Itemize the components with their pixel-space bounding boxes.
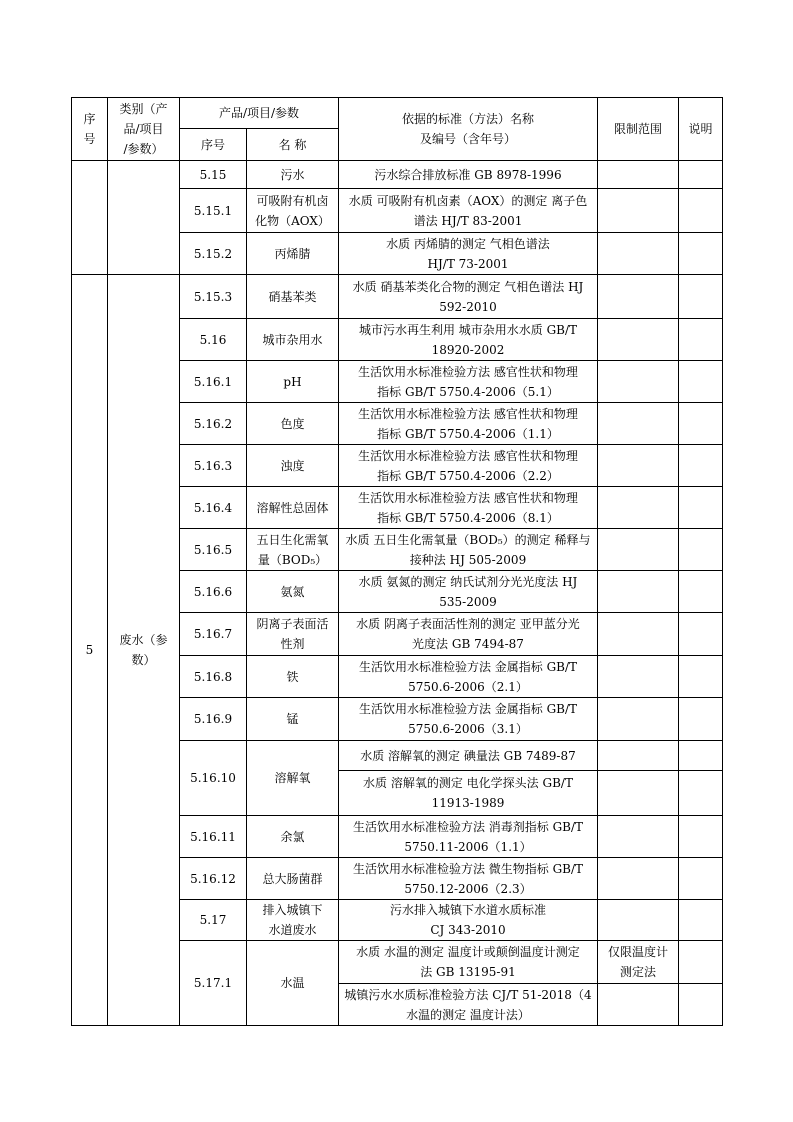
item-note [679, 319, 723, 361]
item-standard [339, 275, 598, 319]
item-standard [339, 361, 598, 403]
item-standard [339, 189, 598, 233]
item-note [679, 816, 723, 858]
item-limit [598, 233, 679, 275]
table-row [72, 275, 723, 319]
item-number: 5.16.6 [180, 571, 247, 613]
item-limit [598, 613, 679, 656]
header-category [108, 98, 180, 161]
header-limit: 限制范围 [598, 98, 679, 161]
item-name-line: 水温 [280, 976, 305, 990]
item-standard-line: 城市污水再生利用 城市杂用水水质 GB/T [358, 322, 578, 337]
standards-table [71, 97, 723, 1026]
item-standard-line: 生活饮用水标准检验方法 感官性状和物理 [358, 490, 578, 505]
item-number: 5.16.12 [180, 858, 247, 900]
item-name [247, 698, 339, 741]
item-name [247, 487, 339, 529]
item-standard [339, 771, 598, 816]
item-limit [598, 445, 679, 487]
item-name-line: 阴离子表面活 [256, 617, 329, 631]
item-standard-line: 水质 氨氮的测定 纳氏试剂分光光度法 HJ [358, 574, 578, 589]
item-number: 5.16.7 [180, 613, 247, 656]
item-name-line: 化物（AOX） [255, 213, 330, 228]
item-name [247, 361, 339, 403]
item-name-line: 锰 [286, 712, 299, 726]
item-standard-line: 水质 溶解氧的测定 碘量法 GB 7489-87 [360, 748, 576, 763]
item-standard-line: 指标 GB/T 5750.4-2006（1.1） [377, 426, 559, 441]
item-limit-line: 仅限温度计 [607, 945, 668, 959]
item-name-line: 排入城镇下 [262, 903, 323, 917]
header-standard-line: 及编号（含年号） [419, 132, 516, 146]
item-standard [339, 900, 598, 941]
item-name [247, 189, 339, 233]
item-limit [598, 487, 679, 529]
item-name [247, 613, 339, 656]
item-number: 5.17 [180, 900, 247, 941]
item-standard-line: 5750.6-2006（2.1） [408, 679, 528, 694]
item-name-line: 可吸附有机卤 [256, 193, 329, 208]
item-note [679, 571, 723, 613]
item-standard-line: 水质 溶解氧的测定 电化学探头法 GB/T [363, 776, 573, 790]
header-category-line: 类别（产 [119, 102, 168, 116]
item-standard [339, 698, 598, 741]
item-name-line: 色度 [280, 416, 305, 431]
item-name-line: 水道废水 [268, 923, 317, 937]
blank-category-cell [108, 161, 180, 275]
item-note [679, 529, 723, 571]
item-note [679, 487, 723, 529]
item-number: 5.15.2 [180, 233, 247, 275]
item-limit [598, 941, 679, 984]
item-name [247, 275, 339, 319]
item-name [247, 571, 339, 613]
group-category [108, 275, 180, 1026]
item-standard-line: 水质 水温的测定 温度计或颠倒温度计测定 [356, 945, 580, 959]
item-standard-line: HJ/T 73-2001 [427, 256, 509, 271]
header-note: 说明 [679, 98, 723, 161]
item-standard-line: 生活饮用水标准检验方法 微生物指标 GB/T [352, 861, 584, 876]
item-standard-line: 生活饮用水标准检验方法 感官性状和物理 [358, 406, 578, 421]
item-note [679, 445, 723, 487]
item-standard-line: 水质 硝基苯类化合物的测定 气相色谱法 HJ [352, 279, 584, 294]
item-standard [339, 816, 598, 858]
item-name-line: 五日生化需氧 [256, 532, 329, 547]
item-number: 5.16 [180, 319, 247, 361]
table-row [72, 161, 723, 189]
item-standard-line: 水质 可吸附有机卤素（AOX）的测定 离子色 [348, 193, 588, 208]
item-note [679, 941, 723, 984]
header-standard-line: 依据的标准（方法）名称 [401, 112, 534, 126]
item-standard [339, 741, 598, 771]
item-name-line: 总大肠菌群 [262, 871, 323, 886]
item-limit [598, 741, 679, 771]
item-note [679, 900, 723, 941]
item-standard [339, 613, 598, 656]
header-standard [339, 98, 598, 161]
group-index: 5 [72, 275, 108, 1026]
item-note [679, 161, 723, 189]
item-name [247, 816, 339, 858]
item-standard [339, 571, 598, 613]
header-index-line: 序 [83, 112, 96, 126]
item-name [247, 656, 339, 698]
item-standard-line: CJ 343-2010 [430, 923, 506, 937]
item-standard-line: 法 GB 13195-91 [420, 965, 516, 979]
item-number: 5.16.5 [180, 529, 247, 571]
item-limit [598, 361, 679, 403]
group-category-line: 数） [131, 653, 156, 667]
item-note [679, 275, 723, 319]
blank-index-cell [72, 161, 108, 275]
header-category-line: /参数） [123, 142, 164, 156]
item-note [679, 361, 723, 403]
item-name [247, 161, 339, 189]
item-standard [339, 656, 598, 698]
item-standard-line: 水温的测定 温度计法） [406, 1007, 530, 1022]
item-limit [598, 529, 679, 571]
item-standard-line: 5750.11-2006（1.1） [404, 839, 532, 854]
item-note [679, 656, 723, 698]
item-limit [598, 656, 679, 698]
item-standard-line: 水质 丙烯腈的测定 气相色谱法 [386, 236, 550, 251]
item-name-line: 硝基苯类 [268, 289, 317, 304]
item-standard [339, 161, 598, 189]
item-name [247, 529, 339, 571]
item-limit [598, 571, 679, 613]
item-name [247, 941, 339, 1026]
item-standard-line: 11913-1989 [431, 796, 505, 810]
item-number: 5.15.3 [180, 275, 247, 319]
item-number: 5.16.1 [180, 361, 247, 403]
header-index-line: 号 [83, 132, 96, 146]
item-note [679, 403, 723, 445]
item-name-line: 铁 [286, 669, 299, 684]
item-name [247, 445, 339, 487]
item-standard-line: 光度法 GB 7494-87 [412, 637, 524, 651]
item-number: 5.16.3 [180, 445, 247, 487]
item-name-line: 量（BOD₅） [257, 552, 328, 567]
item-note [679, 233, 723, 275]
group-category-line: 废水（参 [119, 633, 168, 647]
item-standard-line: 谱法 HJ/T 83-2001 [413, 213, 523, 228]
item-standard-line: 污水综合排放标准 GB 8978-1996 [374, 167, 562, 182]
item-standard [339, 487, 598, 529]
header-category-line: 品/项目 [123, 122, 164, 136]
item-limit [598, 403, 679, 445]
item-name [247, 741, 339, 816]
item-standard-line: 535-2009 [439, 594, 497, 609]
item-limit [598, 275, 679, 319]
item-limit [598, 900, 679, 941]
item-name-line: 丙烯腈 [274, 246, 311, 261]
item-standard [339, 941, 598, 984]
item-standard-line: 接种法 HJ 505-2009 [409, 552, 527, 567]
header-name: 名 称 [247, 129, 339, 161]
item-number: 5.15 [180, 161, 247, 189]
item-limit-line: 测定法 [619, 965, 656, 979]
item-standard [339, 858, 598, 900]
item-limit [598, 858, 679, 900]
item-standard [339, 403, 598, 445]
item-number: 5.16.11 [180, 816, 247, 858]
item-note [679, 741, 723, 771]
item-standard-line: 592-2010 [439, 299, 497, 314]
item-limit [598, 161, 679, 189]
header-index [72, 98, 108, 161]
item-name-line: 污水 [280, 167, 305, 182]
item-note [679, 984, 723, 1026]
item-name [247, 858, 339, 900]
item-name [247, 900, 339, 941]
item-number: 5.15.1 [180, 189, 247, 233]
item-name [247, 319, 339, 361]
header-sub-index: 序号 [180, 129, 247, 161]
item-standard-line: 5750.6-2006（3.1） [408, 722, 528, 736]
item-standard-line: 指标 GB/T 5750.4-2006（8.1） [377, 510, 559, 525]
item-standard [339, 984, 598, 1026]
item-standard-line: 生活饮用水标准检验方法 感官性状和物理 [358, 364, 578, 379]
item-standard-line: 城镇污水水质标准检验方法 CJ/T 51-2018（4 [344, 987, 592, 1002]
item-limit [598, 698, 679, 741]
header-product: 产品/项目/参数 [180, 98, 339, 129]
item-number: 5.16.9 [180, 698, 247, 741]
item-name-line: 浊度 [280, 458, 305, 473]
item-name-line: 氨氮 [280, 584, 305, 599]
item-name-line: 余氯 [280, 829, 305, 844]
item-note [679, 189, 723, 233]
item-standard-line: 指标 GB/T 5750.4-2006（5.1） [377, 384, 559, 399]
item-name [247, 233, 339, 275]
item-standard-line: 18920-2002 [431, 342, 505, 357]
item-note [679, 858, 723, 900]
item-standard [339, 445, 598, 487]
item-standard-line: 指标 GB/T 5750.4-2006（2.2） [377, 468, 559, 483]
item-standard-line: 生活饮用水标准检验方法 感官性状和物理 [358, 448, 578, 463]
item-number: 5.16.2 [180, 403, 247, 445]
item-standard-line: 5750.12-2006（2.3） [404, 881, 532, 896]
item-number: 5.16.4 [180, 487, 247, 529]
item-number: 5.16.8 [180, 656, 247, 698]
item-name-line: 城市杂用水 [262, 332, 323, 347]
item-standard-line: 水质 五日生化需氧量（BOD₅）的测定 稀释与 [345, 532, 591, 547]
item-name [247, 403, 339, 445]
item-note [679, 771, 723, 816]
header-row [72, 98, 723, 129]
item-standard-line: 生活饮用水标准检验方法 消毒剂指标 GB/T [352, 819, 584, 834]
item-limit [598, 984, 679, 1026]
item-standard [339, 233, 598, 275]
item-limit [598, 816, 679, 858]
item-limit [598, 771, 679, 816]
item-note [679, 613, 723, 656]
item-name-line: 性剂 [280, 637, 305, 651]
item-standard-line: 水质 阴离子表面活性剂的测定 亚甲蓝分光 [356, 617, 580, 631]
item-limit [598, 319, 679, 361]
item-standard [339, 319, 598, 361]
item-number: 5.17.1 [180, 941, 247, 1026]
item-note [679, 698, 723, 741]
item-limit [598, 189, 679, 233]
item-standard-line: 污水排入城镇下水道水质标准 [389, 903, 546, 917]
item-name-line: pH [283, 374, 302, 389]
item-standard [339, 529, 598, 571]
item-standard-line: 生活饮用水标准检验方法 金属指标 GB/T [358, 659, 578, 674]
item-name-line: 溶解性总固体 [256, 500, 329, 515]
item-number: 5.16.10 [180, 741, 247, 816]
item-standard-line: 生活饮用水标准检验方法 金属指标 GB/T [358, 702, 578, 716]
item-name-line: 溶解氧 [274, 771, 311, 785]
